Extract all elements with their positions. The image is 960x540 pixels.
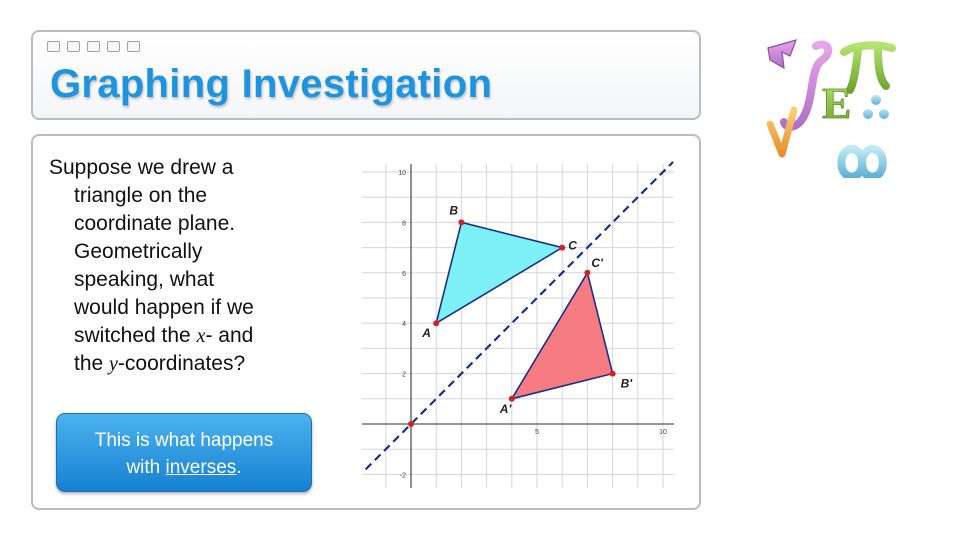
question-text-segment: the: [74, 352, 110, 375]
title-panel: [31, 30, 701, 120]
dot: [47, 41, 60, 52]
question-line: coordinate plane.: [74, 212, 236, 235]
epsilon-symbol: E: [822, 79, 852, 128]
therefore-symbol: [863, 95, 889, 119]
y-tick-label: 2: [402, 371, 406, 379]
inverses-answer-button[interactable]: [56, 413, 312, 492]
y-tick-label: 10: [398, 170, 406, 177]
question-text: [49, 154, 339, 378]
vertex-B-prime: [610, 371, 616, 377]
x-tick-label: 5: [535, 429, 539, 436]
vertex-label-B-prime: B': [620, 376, 633, 391]
answer-text-segment: with: [126, 457, 166, 478]
vertex-A: [433, 320, 439, 326]
slide-title: Graphing Investigation: [50, 62, 493, 106]
vertex-C: [559, 245, 565, 251]
question-text-segment: -coordinates?: [117, 352, 246, 375]
question-line: speaking, what: [74, 268, 215, 291]
variable-x: x: [196, 325, 206, 347]
y-tick-label: 4: [402, 321, 406, 329]
y-tick-label: 6: [402, 270, 406, 278]
vertex-label-A-prime: A': [499, 401, 512, 416]
graph-background: [362, 162, 674, 488]
variable-y: y: [109, 353, 118, 375]
y-tick-label: -2: [399, 472, 406, 480]
question-text-segment: - and: [205, 324, 254, 347]
vertex-label-C: C: [568, 238, 577, 253]
answer-line: This is what happens: [94, 430, 274, 451]
vertex-label-B: B: [449, 203, 459, 218]
question-line: would happen if we: [74, 296, 254, 319]
question-line: [49, 350, 339, 378]
y-tick-label: 8: [402, 220, 406, 228]
question-line: Geometrically: [74, 240, 203, 263]
question-line: [49, 322, 339, 350]
vertex-B: [458, 219, 464, 225]
math-symbols-logo-icon: [760, 38, 910, 178]
sqrt-symbol: [770, 110, 794, 154]
dot: [67, 41, 80, 52]
answer-line: [57, 454, 311, 481]
dot: [127, 41, 140, 52]
question-text-segment: switched the: [74, 324, 197, 347]
question-line: Suppose we drew a: [49, 156, 234, 179]
sigma-symbol: [768, 40, 796, 68]
question-line: triangle on the: [74, 184, 208, 207]
vertex-C-prime: [584, 270, 590, 276]
dot: [107, 41, 120, 52]
decorative-dots: [47, 41, 140, 52]
inverses-link[interactable]: inverses: [165, 457, 237, 478]
coordinate-graph: [356, 158, 684, 490]
answer-text-segment: .: [236, 457, 242, 478]
origin-point: [408, 421, 414, 427]
vertex-label-A: A: [422, 326, 431, 341]
x-tick-label: 10: [659, 429, 667, 436]
dot: [87, 41, 100, 52]
infinity-symbol: [841, 149, 882, 177]
vertex-label-C-prime: C': [591, 255, 603, 270]
